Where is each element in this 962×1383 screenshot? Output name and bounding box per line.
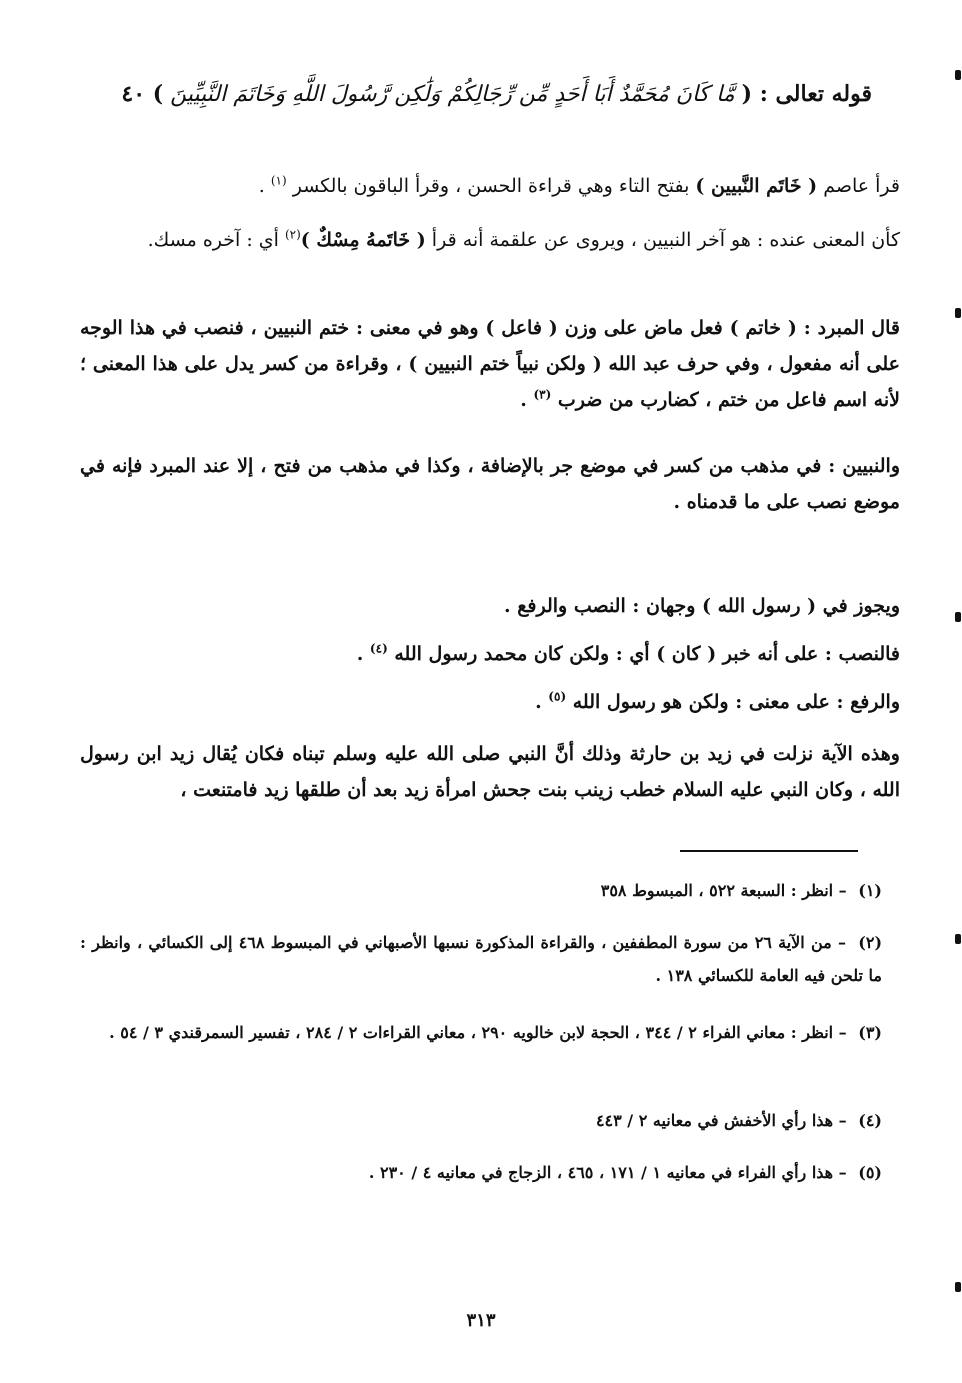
footnote-number: (١) (858, 881, 882, 900)
footnote-text: – من الآية ٢٦ من سورة المطففين ، والقراءة المذكورة نسبها الأصبهاني في المبسوط ٤٦٨ إلى الكسائي ، وانظر : ما تلحن فيه العامة للكسائي ١٣٨ . (80, 933, 882, 985)
footnote (80, 874, 882, 907)
footnote-ref[interactable]: (٢) (284, 227, 301, 242)
margin-mark (955, 612, 961, 622)
margin-mark (955, 70, 961, 80)
paragraph-bold-text: ( رسول الله ) (702, 595, 817, 617)
footnote (80, 1104, 882, 1137)
footnote (80, 1156, 882, 1189)
paragraph-text: أي : آخره مسك. (147, 229, 285, 251)
paragraph-text: وجهان : النصب والرفع . (504, 595, 703, 617)
paragraph (80, 310, 900, 418)
paragraph (80, 168, 900, 204)
paragraph-text: بفتح التاء وهي قراءة الحسن ، وقرأ الباقون بالكسر (286, 175, 696, 197)
page-number: ٣١٣ (466, 1310, 496, 1331)
footnote-ref[interactable]: (٤) (369, 641, 388, 656)
verse-number: ) ٤٠ (121, 81, 164, 107)
paragraph (80, 736, 900, 808)
paragraph-bold-text: ( خَاتَم النَّبيين ) (695, 175, 818, 197)
paragraph-text: فالنصب : على أنه خبر ( كان ) أي : ولكن كان محمد رسول الله (387, 643, 900, 665)
paragraph-bold-text: ( ولكن نبياً ختم النبيين ) (408, 353, 602, 375)
footnote-separator (680, 850, 858, 852)
footnote-number: (٥) (858, 1163, 882, 1182)
paragraph-text: كأن المعنى عنده : هو آخر النبيين ، ويروى عن علقمة أنه قرأ (425, 229, 900, 251)
footnote-ref[interactable]: (١) (270, 173, 287, 188)
paragraph-text: . (258, 175, 271, 197)
footnote-text: – انظر : معاني الفراء ٢ / ٣٤٤ ، الحجة لابن خالويه ٢٩٠ ، معاني القراءات ٢ / ٢٨٤ ، تفسير السمرقندي ٣ / ٥٤ . (109, 1023, 847, 1042)
footnote-number: (٤) (858, 1111, 882, 1130)
footnote-ref[interactable]: (٥) (548, 689, 567, 704)
footnote (80, 926, 882, 992)
paragraph-text: والنبيين : في مذهب من كسر في موضع جر بالإضافة ، وكذا في مذهب من فتح ، إلا عند المبرد فإنه في موضع نصب على ما قدمناه . (80, 455, 900, 513)
footnote (80, 1016, 882, 1049)
paragraph-text: والرفع : على معنى : ولكن هو رسول الله (566, 691, 900, 713)
footnote-number: (٢) (858, 933, 883, 952)
paragraph-text: . (356, 643, 370, 665)
paragraph (80, 588, 900, 624)
paragraph-text: . (535, 691, 549, 713)
margin-mark (955, 1282, 961, 1292)
paragraph (80, 448, 900, 520)
heading-label: قوله تعالى : ( (741, 81, 872, 107)
paragraph (80, 222, 900, 258)
paragraph-text: قال المبرد : ( خاتم ) فعل ماض على وزن ( فاعل ) وهو في معنى : ختم النبيين ، فنصب في هذا الوجه على أنه مفعول ، وفي حرف عبد الله (80, 317, 901, 375)
footnote-text: – انظر : السبعة ٥٢٢ ، المبسوط ٣٥٨ (600, 881, 847, 900)
paragraph-text: ويجوز في (816, 595, 900, 617)
paragraph-text: قرأ عاصم (817, 175, 900, 197)
footnote-ref[interactable]: (٣) (533, 387, 552, 402)
footnote-number: (٣) (858, 1023, 882, 1042)
paragraph-text: وهذه الآية نزلت في زيد بن حارثة وذلك أنَّ النبي صلى الله عليه وسلم تبناه فكان يُقال زيد ابن رسول الله ، وكان النبي عليه السلام خطب زينب بنت جحش امرأة زيد بعد أن طلقها زيد فامتنعت ، (80, 743, 900, 801)
paragraph-text: . (520, 389, 534, 411)
paragraph (80, 684, 900, 720)
quran-verse: مَّا كَانَ مُحَمَّدٌ أَبَا أَحَدٍ مِّن رِّجَالِكُمْ وَلَٰكِن رَّسُولَ اللَّهِ وَخَاتَمَ النَّبِيِّينَ (170, 82, 735, 107)
margin-mark (955, 308, 961, 318)
paragraph-text: ، وقراءة من كسر يدل على هذا المعنى ؛ لأنه اسم فاعل من ختم ، كضارب من ضرب (80, 353, 900, 411)
footnote-text: – هذا رأي الأخفش في معانيه ٢ / ٤٤٣ (595, 1111, 847, 1130)
footnote-text: – هذا رأي الفراء في معانيه ١ / ١٧١ ، ٤٦٥ ، الزجاج في معانيه ٤ / ٢٣٠ . (368, 1163, 847, 1182)
paragraph-bold-text: ( خَاتَمهُ مِسْكٌ ) (300, 229, 426, 251)
verse-heading (90, 68, 872, 120)
paragraph (80, 636, 900, 672)
margin-mark (955, 934, 961, 944)
